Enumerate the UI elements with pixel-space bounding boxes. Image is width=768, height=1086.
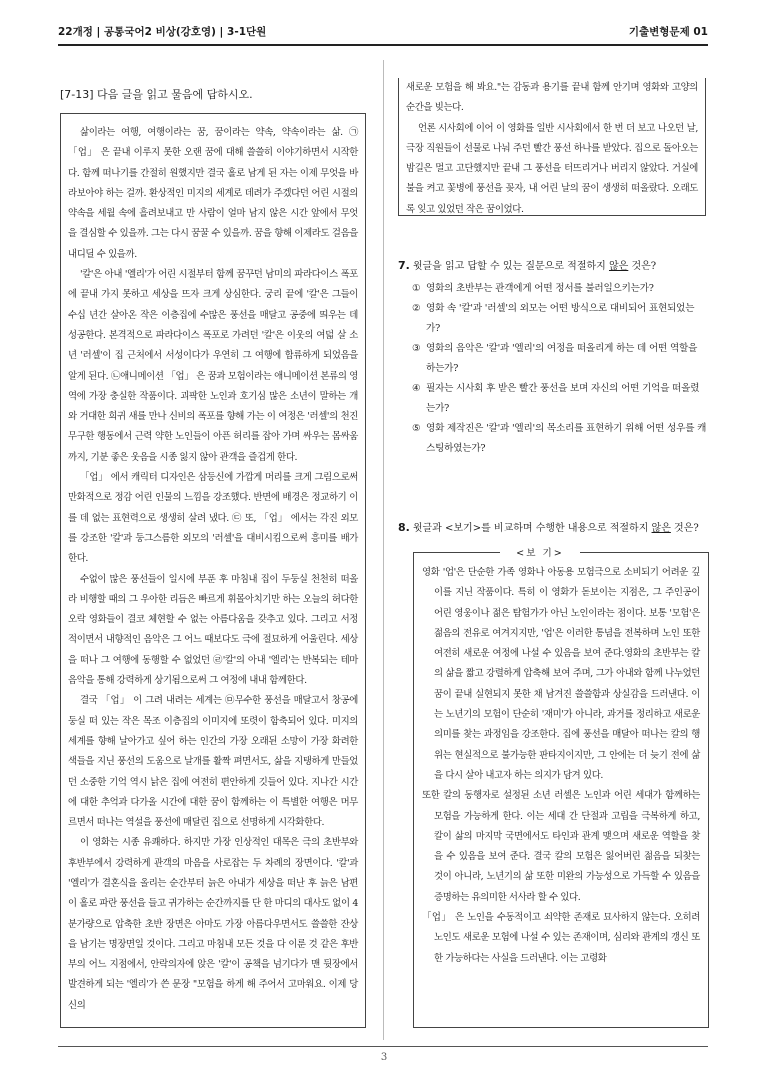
answer-option-1[interactable]: ① 영화의 초반부는 관객에게 어떤 정서를 불러일으키는가? [412, 283, 654, 294]
bogi-paragraph: 또한 칼의 동행자로 설정된 소년 러셀은 노인과 어린 세대가 함께하는 모험을 가능하게 한다. 이는 세대 간 단절과 고립을 극복하게 하고, 칼이 삶의 마지막 국면에서도 타인과 관계 맺으며 새로운 역할을 찾을 수 있음을 보여 준다. 결국 칼의 모험은 잃어버린 젊음을 되찾는 것이 아니라, 노년기의 삶 또한 미완의 가능성으로 가득할 수 있음을 증명하는 유의미한 서사라 할 수 있다. [422, 790, 700, 903]
answer-option-5[interactable]: ⑤ 영화 제작진은 '칼'과 '엘리'의 목소리를 표현하기 위해 어떤 성우를 캐스팅하였는가? [412, 423, 707, 454]
passage-continuation [398, 78, 706, 216]
header-course-info: 22개정 | 공통국어2 비상(강호영) | 3-1단원 [58, 26, 267, 38]
column-divider [383, 60, 384, 1040]
question-7-stem: 7. 윗글을 읽고 답할 수 있는 질문으로 적절하지 않은 것은? [398, 259, 657, 272]
question-number: 7. [398, 259, 410, 272]
page-number: 3 [380, 1052, 388, 1063]
reading-passage [60, 113, 366, 1028]
passage-paragraph: 이 영화는 시종 유쾌하다. 하지만 가장 인상적인 대목은 극의 초반부와 후반부에서 강력하게 관객의 마음을 사로잡는 두 차례의 장면이다. '칼'과 '엘리'가 결혼식을 올리는 순간부터 늙은 아내가 세상을 떠난 후 늙은 남편이 홀로 파란 풍선을 들고 귀가하는 순간까지를 단 한 마디의 대사도 없이 4분가량으로 압축한 초반 장면은 아마도 가장 아름다우면서도 쓸쓸한 잔상을 남기는 명장면일 것이다. 그리고 마침내 모든 것을 다 이룬 것 같은 후반부의 어느 지점에서, 안락의자에 앉은 '칼'이 공책을 넘기다가 맨 뒷장에서 발견하게 되는 '엘리'가 쓴 문장 "모험을 하게 해 주어서 고마워요. 이제 당신의 [68, 837, 358, 1011]
footer-rule [58, 1046, 708, 1047]
answer-option-4[interactable]: ④ 필자는 시사회 후 받은 빨간 풍선을 보며 자신의 어떤 기억을 떠올렸는가? [412, 383, 700, 414]
header-rule [58, 44, 708, 46]
question-8-stem: 8. 윗글과 <보기>를 비교하며 수행한 내용으로 적절하지 않은 것은? [398, 521, 699, 534]
question-8 [398, 520, 708, 537]
passage-paragraph: 언론 시사회에 이어 이 영화를 일반 시사회에서 한 번 더 보고 나오던 날, 극장 직원들이 선물로 나눠 주던 빨간 풍선 하나를 받았다. 집으로 돌아오는 밤길은 멀고 고단했지만 끝내 그 풍선을 터뜨리거나 버리지 않았다. 거실에 불을 켜고 꽃병에 풍선을 꽂자, 내 어린 날의 꿈이 생생히 떠올랐다. 오래도록 잊고 있었던 작은 꿈이었다. [406, 122, 698, 215]
question-instruction: [7-13] 다음 글을 읽고 물음에 답하시오. [60, 88, 253, 101]
passage-paragraph: 삶이라는 여행, 여행이라는 꿈, 꿈이라는 약속, 약속이라는 삶. ㉠ 「업」 은 끝내 이루지 못한 오랜 꿈에 대해 쓸쓸히 이야기하면서 시작한다. 함께 떠나기를 간절히 원했지만 결국 홀로 남게 된 자는 이제 무엇을 바라보아야 하는 걸까. 환상적인 미지의 세계로 데려가 주겠다던 어린 시절의 약속을 세월 속에 흘려보내고 만 사람이 얼마 남지 않은 시간 앞에서 무엇을 결심할 수 있을까. 그는 다시 꿈꿀 수 있을까. 꿈을 향해 이제라도 걸음을 내디딜 수 있을까. [68, 127, 358, 260]
bogi-paragraph: 「업」 은 노인을 수동적이고 쇠약한 존재로 묘사하지 않는다. 오히려 노인도 새로운 모험에 나설 수 있는 존재이며, 심리와 관계의 갱신 또한 가능하다는 사실을 드러낸다. 이는 고령화 [422, 912, 700, 964]
header-exam-title: 기출변형문제 01 [628, 26, 708, 38]
question-7 [398, 258, 708, 459]
passage-paragraph: 결국 「업」 이 그려 내려는 세계는 ㉤무수한 풍선을 매달고서 창공에 둥실 떠 있는 작은 목조 이층집의 이미지에 또렷이 함축되어 있다. 미지의 세계를 향해 날아가고 싶어 하는 인간의 가장 오래된 소망이 가장 화려한 색들을 지닌 풍선의 도움으로 날개를 활짝 펴면서도, 삶을 지탱하게 만들었던 소중한 기억 역시 낡은 집에 여전히 편안하게 깃들어 있다. 지나간 시간에 대한 추억과 다가올 시간에 대한 꿈이 함께하는 이 특별한 여행은 머무르면서 떠나는 역설을 풍선에 매달린 집으로 선명하게 시각화한다. [68, 695, 358, 829]
passage-paragraph: 수없이 많은 풍선들이 일시에 부푼 후 마침내 집이 두둥실 천천히 떠올라 비행할 때의 그 우아한 리듬은 빠르게 휘몰아치기만 하는 오늘의 허다한 오락 영화들이 결코 체현할 수 없는 아름다움을 갖추고 있다. 그리고 서정적이면서 내향적인 음악은 그 어느 때보다도 극에 절묘하게 어울린다. 세상을 떠나 그 여행에 동행할 수 없었던 ㉣'칼'의 아내 '엘리'는 반복되는 테마 음악을 통해 강력하게 상기됨으로써 그 여정에 내내 함께한다. [68, 573, 358, 687]
answer-option-2[interactable]: ② 영화 속 '칼'과 '러셀'의 외모는 어떤 방식으로 대비되어 표현되었는가? [412, 303, 695, 334]
answer-option-3[interactable]: ③ 영화의 음악은 '칼'과 '엘리'의 여정을 떠올리게 하는 데 어떤 역할을 하는가? [412, 343, 698, 374]
emphasis-underline: 않은 [608, 261, 629, 272]
emphasis-underline: 않은 [651, 523, 671, 534]
bogi-paragraph: 영화 '업'은 단순한 가족 영화나 아동용 모험극으로 소비되기 어려운 깊이를 지닌 작품이다. 특히 이 영화가 돋보이는 지점은, 그 주인공이 어린 영웅이나 젊은 탐험가가 아닌 노인이라는 점이다. 보통 '모험'은 젊음의 전유로 여겨지지만, '업'은 이러한 통념을 전복하며 노인 또한 여전히 새로운 여정에 나설 수 있음을 보여 준다.영화의 초반부는 칼의 삶을 짧고 강렬하게 압축해 보여 주며, 그가 아내와 함께 나누었던 꿈이 끝내 실현되지 못한 채 남겨진 쓸쓸함과 상실감을 드러낸다. 이는 노년기의 모험이 단순히 '재미'가 아니라, 과거를 정리하고 새로운 의미를 찾는 과정임을 강조한다. 집에 풍선을 매달아 떠나는 칼의 행위는 현실적으로 불가능한 판타지이지만, 그 안에는 더 늦기 전에 삶을 다시 살아 내고자 하는 의지가 담겨 있다. [422, 567, 700, 781]
passage-paragraph: 「업」 에서 캐릭터 디자인은 삼등신에 가깝게 머리를 크게 그림으로써 만화적으로 정감 어린 인물의 느낌을 강조했다. 반면에 배경은 정교하기 이를 데 없는 표현력으로 생생히 살려 냈다. ㉢ 또, 「업」 에서는 각진 외모를 강조한 '칼'과 둥그스름한 외모의 '러셀'을 대비시킴으로써 흥미를 배가한다. [68, 472, 358, 565]
bogi-box [413, 552, 709, 1028]
question-number: 8. [398, 521, 410, 534]
bogi-title: <보 기> [500, 545, 580, 559]
passage-paragraph: '칼'은 아내 '엘리'가 어린 시절부터 함께 꿈꾸던 남미의 파라다이스 폭포에 끝내 가지 못하고 세상을 뜨자 크게 상심한다. 궁리 끝에 '칼'은 그들이 수십 년간 살아온 작은 이층집에 수많은 풍선을 매달고 공중에 띄우는 데 성공한다. 본격적으로 파라다이스 폭포로 가려던 '칼'은 이웃의 여덟 살 소년 '러셀'이 집 근처에서 서성이다가 우연히 그 여행에 합류하게 되었음을 알게 된다. ㉡애니메이션 「업」 은 꿈과 모험이라는 애니메이션 본류의 영역에 가장 충실한 작품이다. 괴팍한 노인과 호기심 많은 소년이 말하는 개와 거대한 희귀 새를 만나 신비의 폭포를 향해 가는 이 여정은 '러셀'의 천진무구한 행동에서 근력 약한 노인들이 아픈 허리를 잡아 가며 싸우는 몸싸움까지, 기분 좋은 웃음을 시종 잃지 않아 관객을 즐겁게 한다. [68, 269, 358, 463]
passage-paragraph: 새로운 모험을 해 봐요."는 감동과 용기를 끝내 함께 안기며 영화와 고양의 순간을 빚는다. [406, 82, 698, 114]
